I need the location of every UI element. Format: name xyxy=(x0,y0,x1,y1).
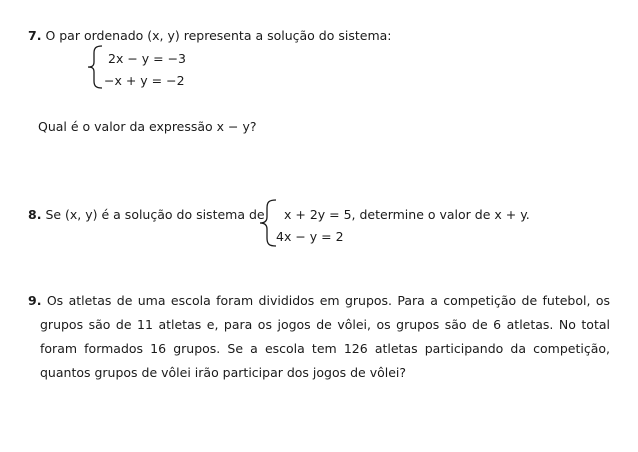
system-brace-q7 xyxy=(84,44,106,90)
q8-equation-1: x + 2y = 5, determine o valor de x + y. xyxy=(284,207,530,222)
question-7-number: 7. xyxy=(28,28,42,43)
question-9-text-line-1: Os atletas de uma escola foram divididos em grupos. Para a competição de futebol, os xyxy=(46,293,610,308)
question-8-number: 8. xyxy=(28,207,42,222)
system-brace-q8 xyxy=(256,198,278,248)
question-9-line-2: grupos são de 11 atletas e, para os jogos de vôlei, os grupos são de 6 atletas. No total xyxy=(40,317,610,332)
q7-equation-1: 2x − y = −3 xyxy=(108,51,187,66)
question-8-header xyxy=(28,207,265,222)
question-8-text: Se (x, y) é a solução do sistema de xyxy=(45,207,265,222)
question-9-line-4: quantos grupos de vôlei irão participar dos jogos de vôlei? xyxy=(40,365,407,380)
question-7-text: O par ordenado (x, y) representa a solução do sistema: xyxy=(45,28,392,43)
question-9-number: 9. xyxy=(28,293,42,308)
question-9-line-1 xyxy=(28,293,610,308)
q8-equation-2: 4x − y = 2 xyxy=(276,229,344,244)
question-7-prompt: Qual é o valor da expressão x − y? xyxy=(38,119,257,134)
q7-equation-2: −x + y = −2 xyxy=(104,73,185,88)
question-9-line-3: foram formados 16 grupos. Se a escola tem 126 atletas participando da competição, xyxy=(40,341,610,356)
question-7-header xyxy=(28,28,392,43)
